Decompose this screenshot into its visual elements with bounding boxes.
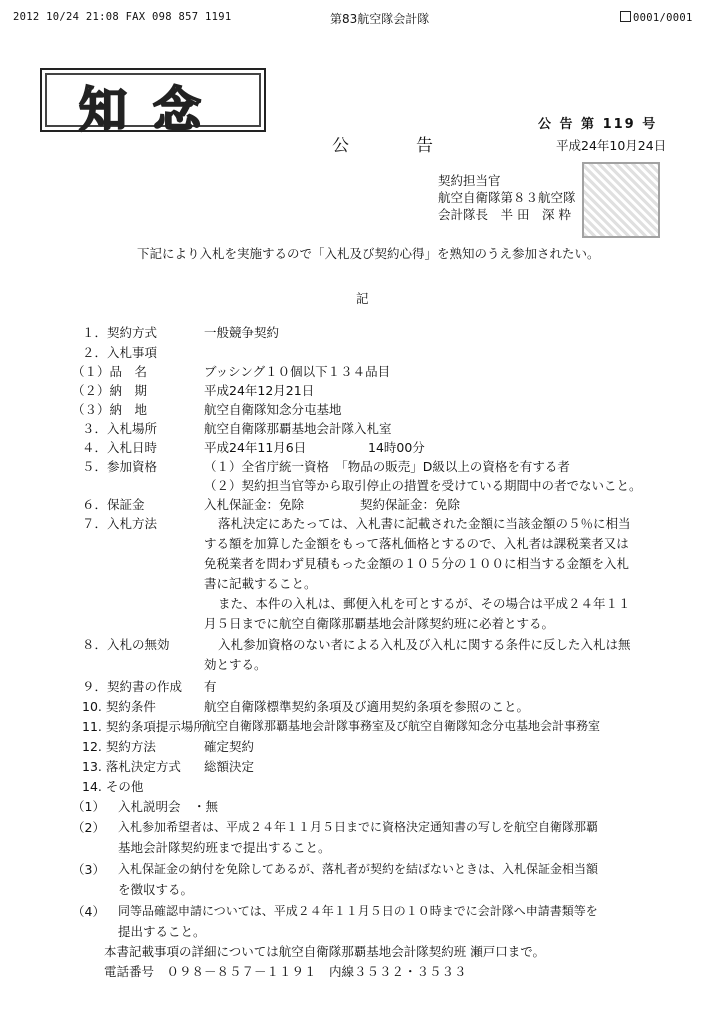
item-6-value-1: 入札保証金：免除	[204, 497, 305, 512]
page-title: 公 告	[332, 136, 437, 156]
item-14-label: 14. その他	[82, 779, 144, 794]
item-9-label: ９．契約書の作成	[82, 679, 183, 694]
item-2-3-label: （３）納 地	[72, 402, 148, 417]
item-7-line-6: 月５日までに航空自衛隊那覇基地会計隊契約班に必着とする。	[204, 616, 555, 631]
item-3-value: 航空自衛隊那覇基地会計隊入札室	[204, 421, 392, 436]
other-4-line-2: 提出すること。	[118, 924, 206, 939]
item-7-line-3: 免税業者を問わず見積もった金額の１０５分の１００に相当する金額を入札	[204, 556, 630, 571]
fax-header-right	[620, 11, 693, 24]
other-3-line-2: を徴収する。	[118, 882, 194, 897]
item-4-label: ４．入札日時	[82, 440, 158, 455]
item-2-1-value: ブッシング１０個以下１３４品目	[204, 364, 391, 379]
item-9-value: 有	[204, 679, 217, 694]
ki-heading: 記	[356, 291, 369, 306]
other-3-line-1: 入札保証金の納付を免除してあるが、落札者が契約を結ばないときは、入札保証金相当額	[118, 862, 599, 876]
item-5-label: ５．参加資格	[82, 459, 158, 474]
item-11-value: 航空自衛隊那覇基地会計隊事務室及び航空自衛隊知念分屯基地会計事務室	[204, 719, 601, 733]
item-7-line-1: 落札決定にあたっては、入札書に記載された金額に当該金額の５％に相当	[218, 516, 631, 531]
item-10-label: 10. 契約条件	[82, 699, 156, 714]
item-12-value: 確定契約	[204, 739, 255, 754]
item-4-time: 14時00分	[368, 440, 425, 455]
issuer-line-1: 契約担当官	[438, 173, 501, 188]
other-2-line-2: 基地会計隊契約班まで提出すること。	[118, 840, 331, 855]
item-11-label: 11. 契約条項提示場所	[82, 719, 206, 734]
item-8-line-2: 効とする。	[204, 657, 267, 672]
item-3-label: ３．入札場所	[82, 421, 158, 436]
item-13-value: 総額決定	[204, 759, 255, 774]
issuer-line-2: 航空自衛隊第８３航空隊	[438, 190, 576, 205]
item-12-label: 12. 契約方法	[82, 739, 156, 754]
contact-line-1: 本書記載事項の詳細については航空自衛隊那覇基地会計隊契約班 瀬戸口まで。	[104, 944, 545, 959]
contact-line-2: 電話番号 ０９８－８５７－１１９１ 内線３５３２・３５３３	[104, 964, 467, 979]
other-2-line-1: 入札参加希望者は、平成２４年１１月５日までに資格決定通知書の写しを航空自衛隊那覇	[118, 820, 599, 834]
item-6-label: ６．保証金	[82, 497, 145, 512]
item-2-label: ２．入札事項	[82, 345, 158, 360]
item-5-line-2: （２）契約担当官等から取引停止の措置を受けている期間中の者でないこと。	[204, 478, 642, 493]
other-3-num: （3）	[72, 862, 105, 877]
intro-text: 下記により入札を実施するので「入札及び契約心得」を熟知のうえ参加されたい。	[137, 246, 600, 261]
item-2-2-value: 平成24年12月21日	[204, 383, 315, 398]
fax-page-icon	[620, 11, 631, 22]
item-2-2-label: （２）納 期	[72, 383, 148, 398]
item-4-value: 平成24年11月6日	[204, 440, 307, 455]
item-6-value-2: 契約保証金：免除	[360, 497, 461, 512]
item-7-label: ７．入札方法	[82, 516, 158, 531]
item-7-line-4: 書に記載すること。	[204, 576, 317, 591]
item-10-value: 航空自衛隊標準契約条項及び適用契約条項を参照のこと。	[204, 699, 530, 714]
item-5-line-1: （１）全省庁統一資格 「物品の販売」D級以上の資格を有する者	[204, 459, 570, 474]
other-1-num: （1）	[72, 799, 105, 814]
item-7-line-2: する額を加算した金額をもって落札価格とするので、入札者は課税業者又は	[204, 536, 629, 551]
item-8-line-1: 入札参加資格のない者による入札及び入札に関する条件に反した入札は無	[218, 637, 631, 652]
item-2-3-value: 航空自衛隊知念分屯基地	[204, 402, 342, 417]
fax-header-center: 第83航空隊会計隊	[330, 12, 430, 26]
item-2-1-label: （１）品 名	[72, 364, 148, 379]
fax-page-count: 0001/0001	[633, 12, 693, 24]
item-13-label: 13. 落札決定方式	[82, 759, 181, 774]
notice-date: 平成24年10月24日	[556, 138, 667, 153]
fax-header-left: 2012 10/24 21:08 FAX 098 857 1191	[13, 11, 232, 23]
official-seal	[582, 162, 660, 238]
other-2-num: （2）	[72, 820, 105, 835]
other-1-text: 入札説明会 ・無	[118, 799, 219, 814]
item-1-value: 一般競争契約	[204, 325, 280, 340]
notice-number: 公 告 第 119 号	[538, 117, 658, 132]
chinen-stamp	[40, 68, 266, 138]
other-4-line-1: 同等品確認申請については、平成２４年１１月５日の１０時までに会計隊へ申請書類等を	[118, 904, 598, 918]
stamp-text: 知念	[78, 82, 227, 138]
item-7-line-5: また、本件の入札は、郵便入札を可とするが、その場合は平成２４年１１	[218, 596, 631, 611]
item-8-label: ８．入札の無効	[82, 637, 170, 652]
item-1-label: １．契約方式	[82, 325, 158, 340]
issuer-line-3: 会計隊長 半 田 深 粋	[438, 207, 571, 222]
other-4-num: （4）	[72, 904, 105, 919]
